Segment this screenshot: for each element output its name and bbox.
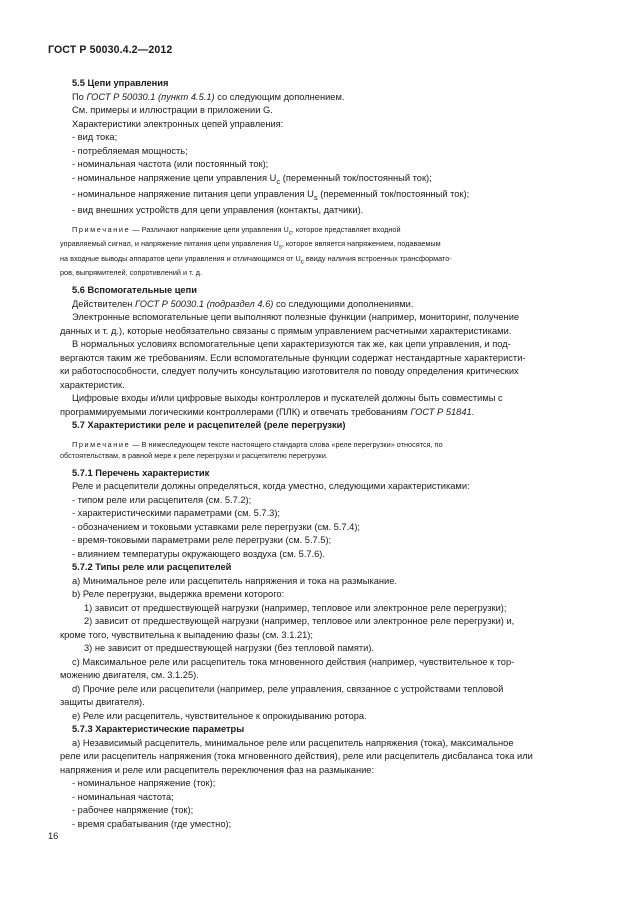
list-item: - потребляемая мощность; bbox=[72, 145, 188, 156]
list-item: - вид внешних устройств для цепи управления (контакты, датчики). bbox=[72, 205, 364, 216]
paragraph: Характеристики электронных цепей управления: bbox=[72, 118, 284, 129]
paragraph: По ГОСТ Р 50030.1 (пункт 4.5.1) со следующим дополнением. bbox=[72, 91, 345, 102]
paragraph: Реле и расцепители должны определяться, когда уместно, следующими характеристиками: bbox=[72, 481, 470, 492]
section-5-6-title: 5.6 Вспомогательные цепи bbox=[72, 285, 197, 296]
note-line: на входные выводы аппаратов цепи управления и отличающимся от $U_c$ ввиду наличия встроенных трансформато- bbox=[60, 253, 452, 266]
list-item: - обозначением и токовыми уставками реле перегрузки (см. 5.7.4); bbox=[72, 521, 361, 532]
paragraph: Цифровые входы и/или цифровые выходы контроллеров и пускателей должны быть совместимы с bbox=[72, 393, 503, 404]
list-item: е) Реле или расцепитель, чувствительное к опрокидыванию ротора. bbox=[72, 710, 367, 721]
list-item: - влиянием температуры окружающего воздуха (см. 5.7.6). bbox=[72, 548, 325, 559]
paragraph: Действителен ГОСТ Р 50030.1 (подраздел 4.6) со следующими дополнениями. bbox=[72, 298, 414, 309]
list-item: - рабочее напряжение (ток); bbox=[72, 805, 194, 816]
section-5-5-title: 5.5 Цепи управления bbox=[72, 78, 169, 88]
list-item: 2) зависит от предшествующей нагрузки (например, тепловое или электронное реле перегрузки) и, bbox=[84, 616, 515, 627]
list-item: - номинальное напряжение (ток); bbox=[72, 778, 216, 789]
note-line: Примечание — В нижеследующем тексте настоящего стандарта слова «реле перегрузки» относятся, по bbox=[72, 439, 443, 449]
paragraph: реле или расцепитель напряжения (тока мгновенного действия), реле или расцепитель дисбаланса тока или bbox=[60, 751, 533, 762]
list-item: 3) не зависит от предшествующей нагрузки (без тепловой памяти). bbox=[84, 643, 375, 654]
section-5-7-2-title: 5.7.2 Типы реле или расцепителей bbox=[72, 562, 232, 573]
list-item: d) Прочие реле или расцепители (например, реле управления, связанное с устройствами тепловой bbox=[72, 683, 504, 694]
paragraph: характеристик. bbox=[60, 379, 125, 390]
list-item: - типом реле или расцепителя (см. 5.7.2); bbox=[72, 494, 252, 505]
paragraph: вергаются таким же требованиям. Если вспомогательные функции содержат нестандартные характеристи- bbox=[60, 352, 526, 363]
paragraph: напряжения и реле или расцепитель переключения фаз на размыкание: bbox=[60, 764, 375, 775]
section-5-7-title: 5.7 Характеристики реле и расцепителей (реле перегрузки) bbox=[72, 420, 346, 431]
list-item: - характеристическими параметрами (см. 5.7.3); bbox=[72, 508, 281, 519]
section-5-7-3-title: 5.7.3 Характеристические параметры bbox=[72, 724, 245, 735]
list-item: с) Максимальное реле или расцепитель тока мгновенного действия (например, чувствительное к тор- bbox=[72, 656, 515, 667]
paragraph: В нормальных условиях вспомогательные цепи характеризуются так же, как цепи управления, и под- bbox=[72, 339, 511, 350]
reference-link: ГОСТ Р 50030.1 (подраздел 4.6) bbox=[135, 298, 274, 309]
paragraph: а) Независимый расцепитель, минимальное реле или расцепитель напряжения (тока), максимальное bbox=[72, 737, 514, 748]
list-item: 1) зависит от предшествующей нагрузки (например, тепловое или электронное реле перегрузки); bbox=[84, 602, 507, 613]
note-line: ров, выпрямителей, сопротивлений и т. д. bbox=[60, 268, 202, 278]
list-item: - номинальная частота (или постоянный ток); bbox=[72, 159, 269, 169]
list-item: а) Минимальное реле или расцепитель напряжения и тока на размыкание. bbox=[72, 575, 397, 586]
list-item: b) Реле перегрузки, выдержка времени которого: bbox=[72, 589, 285, 600]
list-item: кроме того, чувствительна к выпадению фазы (см. 3.1.21); bbox=[60, 629, 313, 640]
paragraph: данных и т. д.), которые необязательно связаны с прямым управлением расчетными характеристиками. bbox=[60, 325, 512, 336]
list-item: можению двигателя, см. 3.1.25). bbox=[60, 670, 199, 681]
list-item: - номинальная частота; bbox=[72, 791, 174, 802]
paragraph: Электронные вспомогательные цепи выполняют полезные функции (например, мониторинг, получение bbox=[72, 312, 520, 323]
paragraph: ки работоспособности, следует получить консультацию изготовителя по поводу определения критических bbox=[60, 366, 519, 377]
reference-link: ГОСТ Р 50030.1 (пункт 4.5.1) bbox=[86, 91, 215, 102]
note-label: Примечание bbox=[72, 224, 131, 234]
reference-link: ГОСТ Р 51841 bbox=[410, 406, 472, 417]
note-label: Примечание bbox=[72, 439, 131, 449]
list-item: - вид тока; bbox=[72, 132, 118, 142]
note-line: управляемый сигнал, и напряжение питания цепи управления $U_s$, которое является напряжением, подаваемым bbox=[60, 239, 441, 251]
paragraph: См. примеры и иллюстрации в приложении G. bbox=[72, 105, 273, 115]
note-line: обстоятельствам, в равной мере к реле перегрузки и расцепителю перегрузки. bbox=[60, 450, 328, 460]
page-number: 16 bbox=[48, 831, 59, 841]
list-item: - номинальное напряжение питания цепи управления $U_s$ (переменный ток/постоянный ток); bbox=[72, 188, 470, 202]
page-content bbox=[60, 77, 587, 831]
list-item: - время-токовыми параметрами реле перегрузки (см. 5.7.5); bbox=[72, 535, 332, 546]
note-line: Примечание — Различают напряжение цепи управления $U_c$, которое представляет входной bbox=[72, 224, 401, 237]
list-item: защиты двигателя). bbox=[60, 697, 145, 708]
list-item: - номинальное напряжение цепи управления $U_c$ (переменный ток/постоянный ток); bbox=[72, 172, 432, 186]
paragraph: программируемыми логическими контроллерами (ПЛК) и отвечать требованиям ГОСТ Р 51841. bbox=[60, 406, 475, 417]
section-5-7-1-title: 5.7.1 Перечень характеристик bbox=[72, 467, 210, 478]
list-item: - время срабатывания (где уместно); bbox=[72, 818, 232, 829]
document-header: ГОСТ Р 50030.4.2—2012 bbox=[48, 44, 173, 56]
